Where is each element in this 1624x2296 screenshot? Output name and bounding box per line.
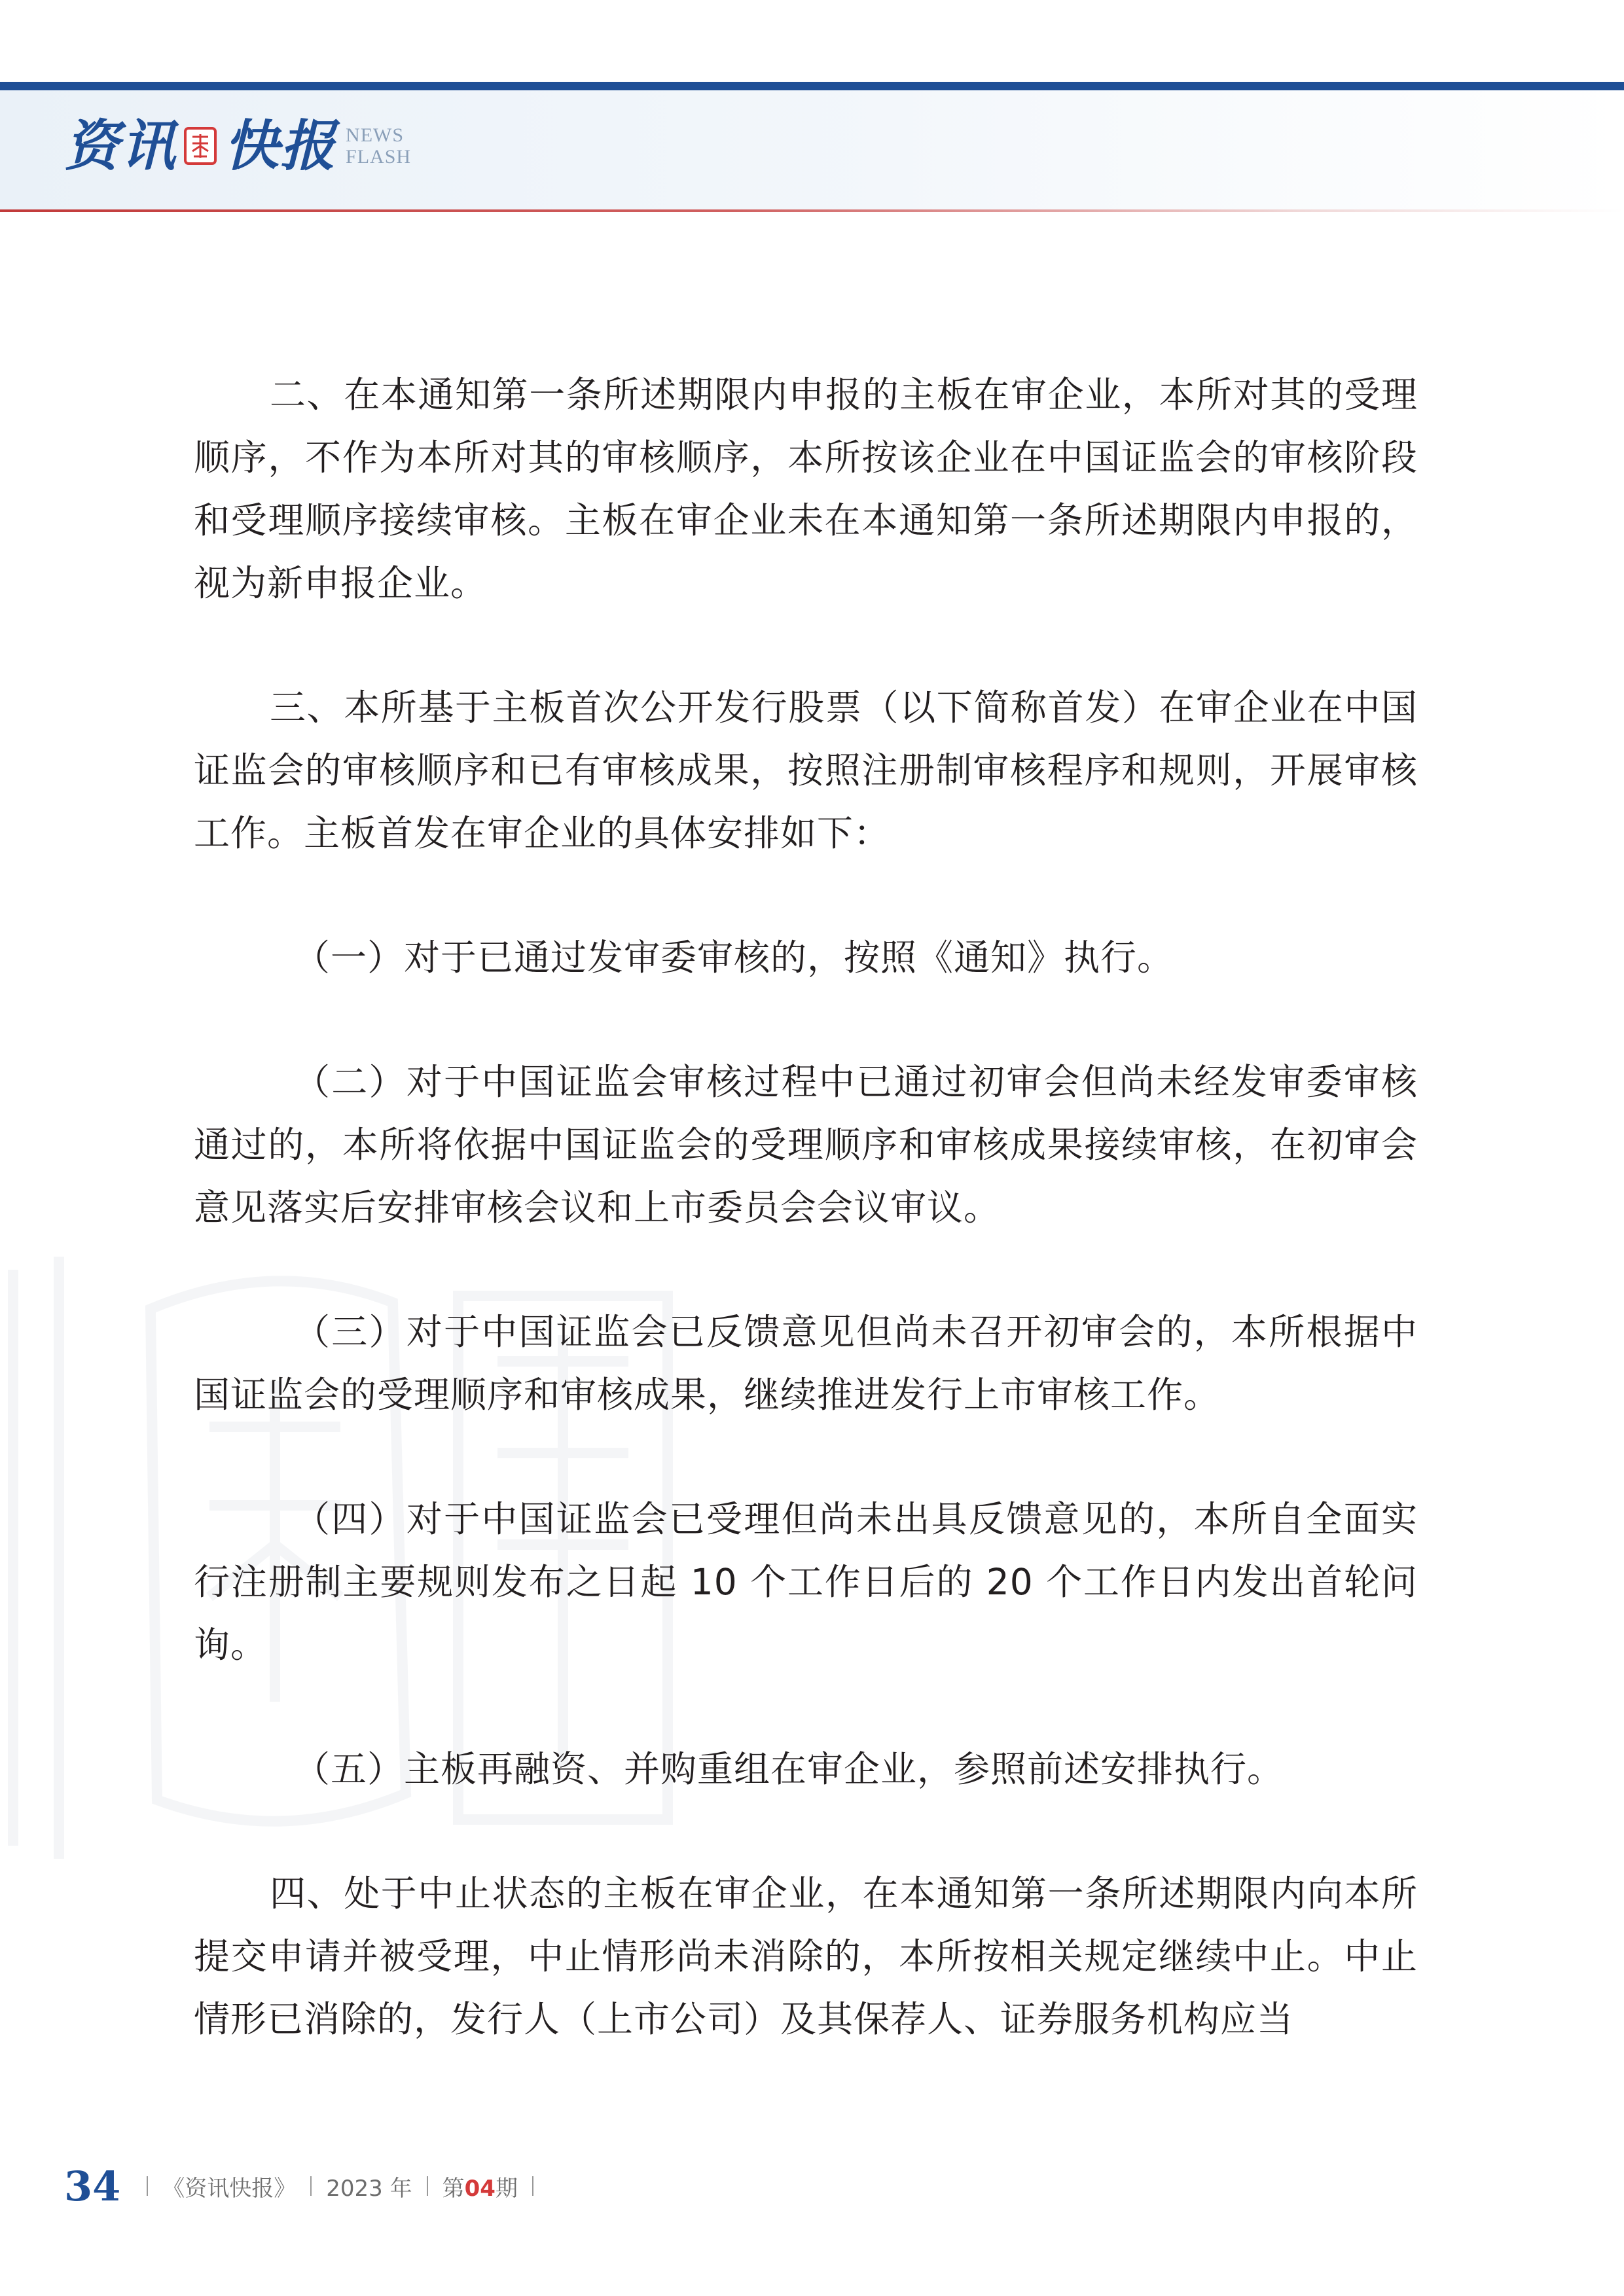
- header-red-rule: [0, 209, 1624, 212]
- masthead-subtitle: [346, 124, 411, 168]
- masthead: [64, 110, 411, 182]
- footer-publication: 《资讯快报》: [162, 2175, 297, 2202]
- paragraph-3-item-3: （三）对于中国证监会已反馈意见但尚未召开初审会的，本所根据中国证监会的受理顺序和审核成果，继续推进发行上市审核工作。: [194, 1311, 1418, 1416]
- masthead-title-part1: 资讯: [64, 113, 177, 178]
- paragraph-3-item-1: （一）对于已通过发审委审核的，按照《通知》执行。: [294, 937, 1174, 978]
- page-number: 34: [64, 2162, 121, 2210]
- paragraph-3-item-5: （五）主板再融资、并购重组在审企业，参照前述安排执行。: [294, 1748, 1284, 1790]
- paragraph-3-item-2: （二）对于中国证监会审核过程中已通过初审会但尚未经发审委审核通过的，本所将依据中国证监会的受理顺序和审核成果接续审核，在初审会意见落实后安排审核会议和上市委员会会议审议。: [194, 1061, 1418, 1229]
- footer-divider: [310, 2176, 312, 2196]
- article-body: [194, 363, 1418, 2112]
- issue-suffix: 期: [495, 2175, 518, 2202]
- footer-issue: [442, 2170, 518, 2202]
- footer-divider: [427, 2176, 428, 2196]
- paragraph-3: 三、本所基于主板首次公开发行股票（以下简称首发）在审企业在中国证监会的审核顺序和已有审核成果，按照注册制审核程序和规则，开展审核工作。主板首发在审企业的具体安排如下：: [194, 687, 1418, 854]
- page-footer: [64, 2160, 548, 2212]
- header-top-bar: [0, 82, 1624, 90]
- footer-divider: [147, 2176, 148, 2196]
- paragraph-3-item-4: （四）对于中国证监会已受理但尚未出具反馈意见的，本所自全面实行注册制主要规则发布之日起 10 个工作日后的 20 个工作日内发出首轮问询。: [194, 1498, 1418, 1666]
- subtitle-flash: FLASH: [346, 146, 412, 168]
- footer-divider: [532, 2176, 533, 2196]
- paragraph-2: 二、在本通知第一条所述期限内申报的主板在审企业，本所对其的受理顺序，不作为本所对其的审核顺序，本所按该企业在中国证监会的审核阶段和受理顺序接续审核。主板在审企业未在本通知第一条所述期限内申报的，视为新申报企业。: [194, 374, 1418, 604]
- issue-number: 04: [464, 2175, 496, 2202]
- masthead-title-part2: 快报: [224, 113, 337, 178]
- footer-year: 2023 年: [326, 2175, 412, 2202]
- seal-icon: [183, 126, 217, 166]
- issue-prefix: 第: [442, 2175, 465, 2202]
- paragraph-4: 四、处于中止状态的主板在审企业，在本通知第一条所述期限内向本所提交申请并被受理，中止情形尚未消除的，本所按相关规定继续中止。中止情形已消除的，发行人（上市公司）及其保荐人、证券服务机构应当: [194, 1873, 1418, 2040]
- subtitle-news: NEWS: [346, 124, 405, 146]
